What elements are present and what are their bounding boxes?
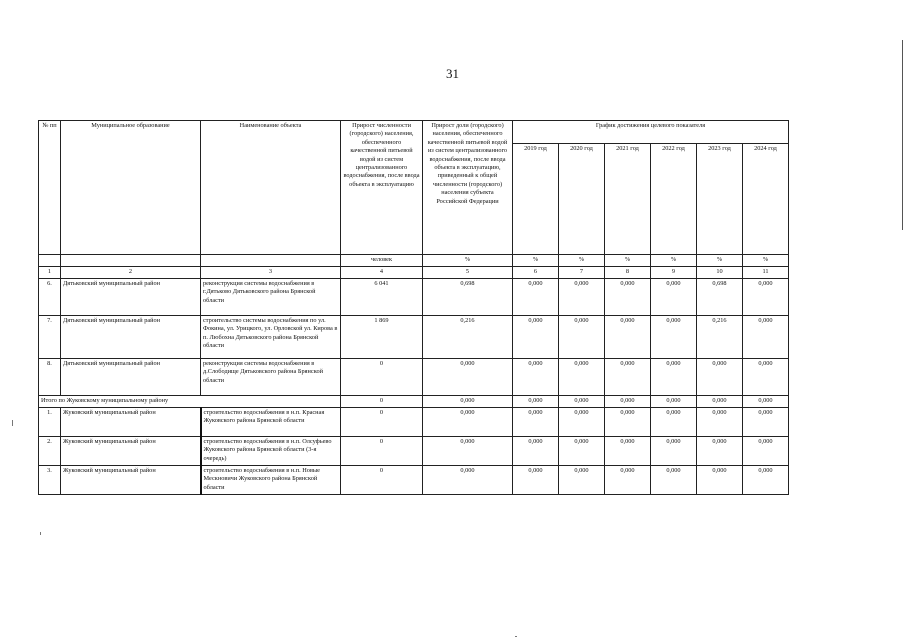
row-share: 0,000 [423, 466, 513, 495]
row-share: 0,216 [423, 316, 513, 359]
total-year-value: 0,000 [559, 396, 605, 408]
row-municipality: Жуковский муниципальный район [61, 408, 201, 437]
row-population: 6 041 [341, 279, 423, 316]
row-share: 0,000 [423, 359, 513, 396]
row-year-value: 0,000 [605, 408, 651, 437]
row-year-value: 0,000 [651, 466, 697, 495]
row-year-value: 0,000 [605, 279, 651, 316]
col-number: 6 [513, 267, 559, 279]
header-year: 2024 год [743, 144, 789, 255]
unit-cell [61, 255, 201, 267]
row-object: строительство водоснабжения в н.п. Олсуфьево Жуковского района Брянской области (3-я очередь) [201, 437, 341, 466]
col-number: 5 [423, 267, 513, 279]
row-year-value: 0,000 [559, 279, 605, 316]
row-year-value: 0,000 [743, 408, 789, 437]
page-number: 31 [446, 66, 459, 81]
total-population: 0 [341, 396, 423, 408]
row-municipality: Жуковский муниципальный район [61, 466, 201, 495]
unit-cell: % [605, 255, 651, 267]
row-population: 0 [341, 408, 423, 437]
header-year: 2023 год [697, 144, 743, 255]
row-year-value: 0,000 [743, 359, 789, 396]
row-year-value: 0,000 [743, 279, 789, 316]
total-year-value: 0,000 [513, 396, 559, 408]
row-share: 0,000 [423, 437, 513, 466]
row-object: строительство водоснабжения в н.п. Новые Мескновичи Жуковского района Брянской области [201, 466, 341, 495]
row-year-value: 0,000 [559, 316, 605, 359]
row-year-value: 0,000 [743, 437, 789, 466]
row-year-value: 0,000 [605, 466, 651, 495]
row-year-value: 0,000 [559, 437, 605, 466]
unit-cell: % [423, 255, 513, 267]
row-year-value: 0,000 [697, 359, 743, 396]
header-year: 2020 год [559, 144, 605, 255]
total-row [39, 396, 789, 408]
header-share-growth: Прирост доли (городского) населения, обеспеченного качественной питьевой водой из систем централизованного водоснабжения, после ввода объекта в эксплуатацию, приведенный к общей численности (городского) населения субъекта Российской Федерации [423, 121, 513, 255]
unit-cell [201, 255, 341, 267]
unit-cell: % [651, 255, 697, 267]
row-population: 0 [341, 466, 423, 495]
col-number: 1 [39, 267, 61, 279]
row-object: реконструкция системы водоснабжения в д.Слободище Дятьковского района Брянской области [201, 359, 341, 396]
table-row [39, 316, 789, 359]
total-year-value: 0,000 [605, 396, 651, 408]
row-num: 8. [39, 359, 61, 396]
row-population: 0 [341, 359, 423, 396]
unit-cell: % [559, 255, 605, 267]
total-year-value: 0,000 [743, 396, 789, 408]
row-num: 6. [39, 279, 61, 316]
row-share: 0,000 [423, 408, 513, 437]
header-object: Наименование объекта [201, 121, 341, 255]
col-number: 3 [201, 267, 341, 279]
col-number: 9 [651, 267, 697, 279]
unit-cell: человек [341, 255, 423, 267]
row-year-value: 0,000 [559, 408, 605, 437]
table-row [39, 466, 789, 495]
unit-cell: % [513, 255, 559, 267]
row-municipality: Жуковский муниципальный район [61, 437, 201, 466]
row-population: 0 [341, 437, 423, 466]
header-year: 2021 год [605, 144, 651, 255]
total-year-value: 0,000 [651, 396, 697, 408]
row-share: 0,698 [423, 279, 513, 316]
header-municipality: Муниципальное образование [61, 121, 201, 255]
header-year: 2022 год [651, 144, 697, 255]
row-year-value: 0,000 [513, 316, 559, 359]
target-indicator-table [38, 120, 789, 495]
row-num: 2. [39, 437, 61, 466]
row-year-value: 0,000 [513, 466, 559, 495]
row-year-value: 0,000 [605, 359, 651, 396]
row-year-value: 0,000 [743, 316, 789, 359]
row-population: 1 869 [341, 316, 423, 359]
unit-cell [39, 255, 61, 267]
header-population-growth: Прирост численности (городского) населения, обеспеченного качественной питьевой водой из систем централизованного водоснабжения, после ввода объекта в эксплуатацию [341, 121, 423, 255]
row-year-value: 0,000 [513, 279, 559, 316]
col-number: 8 [605, 267, 651, 279]
row-year-value: 0,000 [651, 316, 697, 359]
row-municipality: Дятьковский муниципальный район [61, 279, 201, 316]
unit-cell: % [697, 255, 743, 267]
header-num: № пп [39, 121, 61, 255]
row-year-value: 0,000 [651, 408, 697, 437]
scan-edge-line [902, 40, 903, 230]
scan-speck [515, 636, 517, 637]
row-municipality: Дятьковский муниципальный район [61, 316, 201, 359]
row-year-value: 0,000 [697, 408, 743, 437]
row-year-value: 0,000 [651, 359, 697, 396]
row-year-value: 0,000 [697, 466, 743, 495]
row-year-value: 0,000 [605, 437, 651, 466]
row-year-value: 0,000 [743, 466, 789, 495]
row-year-value: 0,216 [697, 316, 743, 359]
total-share: 0,000 [423, 396, 513, 408]
col-number: 7 [559, 267, 605, 279]
row-year-value: 0,000 [513, 359, 559, 396]
total-label: Итого по Жуковскому муниципальному району [39, 396, 341, 408]
header-year: 2019 год [513, 144, 559, 255]
scan-speck [12, 420, 13, 426]
row-object: строительство водоснабжения в н.п. Красная Жуковского района Брянской области [201, 408, 341, 437]
table-row [39, 437, 789, 466]
row-year-value: 0,000 [559, 359, 605, 396]
row-year-value: 0,000 [513, 437, 559, 466]
unit-cell: % [743, 255, 789, 267]
scan-speck [40, 532, 41, 535]
table-row [39, 359, 789, 396]
row-num: 7. [39, 316, 61, 359]
header-schedule: График достижения целевого показателя [513, 121, 789, 144]
col-number: 11 [743, 267, 789, 279]
row-year-value: 0,000 [651, 279, 697, 316]
row-year-value: 0,000 [697, 437, 743, 466]
table-row [39, 279, 789, 316]
row-year-value: 0,000 [605, 316, 651, 359]
row-municipality: Дятьковский муниципальный район [61, 359, 201, 396]
row-year-value: 0,000 [513, 408, 559, 437]
col-number: 10 [697, 267, 743, 279]
total-year-value: 0,000 [697, 396, 743, 408]
row-num: 3. [39, 466, 61, 495]
col-number: 2 [61, 267, 201, 279]
row-object: строительство системы водоснабжения по ул. Фокина, ул. Урицкого, ул. Орловской ул. Кирова в п. Любохна Дятьковского района Брянской области [201, 316, 341, 359]
col-number: 4 [341, 267, 423, 279]
row-year-value: 0,698 [697, 279, 743, 316]
row-year-value: 0,000 [559, 466, 605, 495]
row-year-value: 0,000 [651, 437, 697, 466]
table-row [39, 408, 789, 437]
row-num: 1. [39, 408, 61, 437]
row-object: реконструкция системы водоснабжения в г.Дятьково Дятьковского района Брянской области [201, 279, 341, 316]
